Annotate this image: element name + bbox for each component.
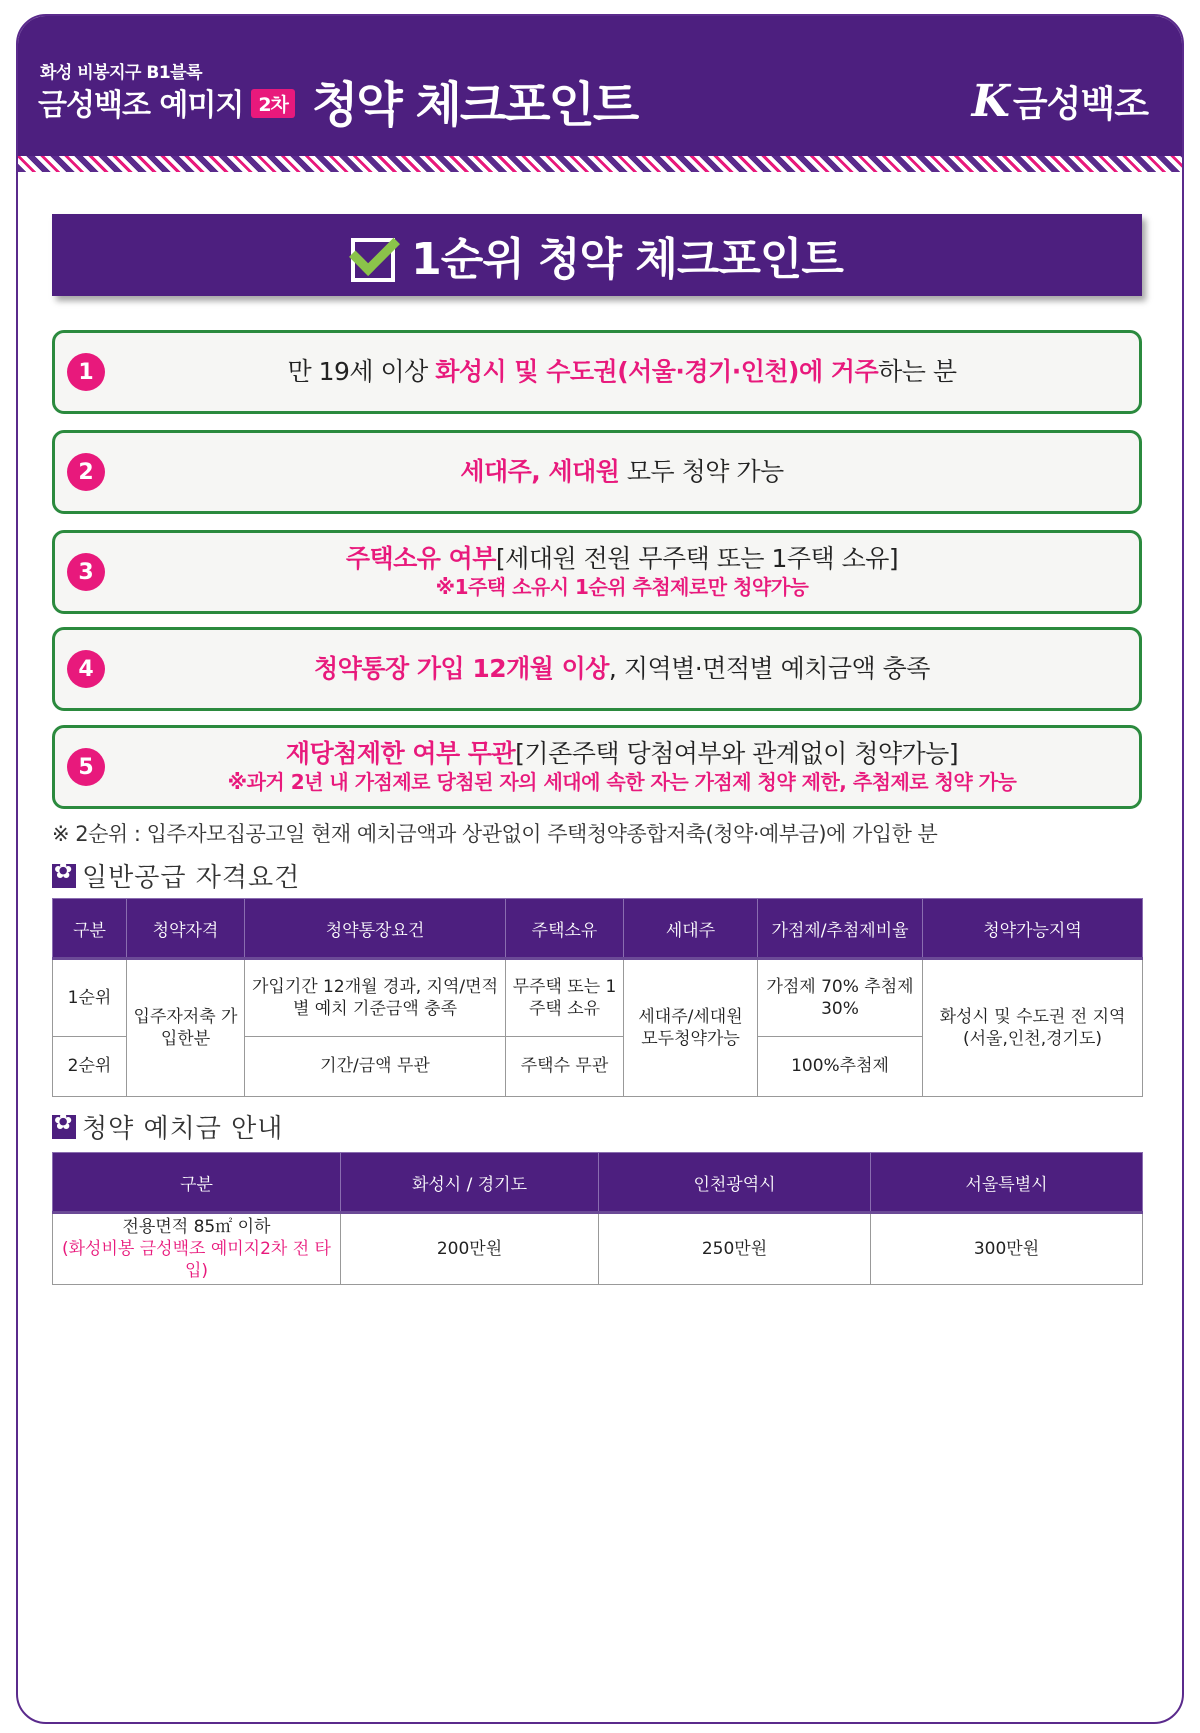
item-text-post: [기존주택 당첨여부와 관계없이 청약가능] — [515, 739, 959, 768]
checkbox-check-icon — [351, 238, 395, 282]
housing-cell: 무주택 또는 1주택 소유 — [506, 959, 624, 1037]
section-banner-label: 1순위 청약 체크포인트 — [411, 234, 843, 285]
item-highlight: 화성시 및 수도권(서울·경기·인천)에 거주 — [435, 357, 879, 386]
logo-text: 금성백조 — [1012, 84, 1148, 125]
column-header: 화성시 / 경기도 — [341, 1153, 599, 1213]
header-stripe — [18, 156, 1182, 172]
ratio-cell: 100%추첨제 — [758, 1037, 923, 1097]
qualification-table — [52, 898, 1143, 1097]
item-text-post: , 지역별·면적별 예치금액 충족 — [608, 654, 930, 683]
deposit-heading-text: 청약 예치금 안내 — [82, 1114, 284, 1144]
column-header: 청약통장요건 — [245, 899, 506, 959]
flower-icon — [52, 864, 76, 888]
item-text-post: [세대원 전원 무주택 또는 1주택 소유] — [495, 544, 899, 573]
housing-cell: 주택수 무관 — [506, 1037, 624, 1097]
header — [18, 16, 1182, 156]
checkpoint-item-3 — [52, 530, 1142, 614]
table-row — [53, 959, 1143, 1037]
item-text-pre: 만 19세 이상 — [287, 357, 436, 386]
account-requirement-cell: 가입기간 12개월 경과, 지역/면적별 예치 기준금액 충족 — [245, 959, 506, 1037]
table-row — [53, 1213, 1143, 1285]
column-header: 인천광역시 — [599, 1153, 871, 1213]
column-header: 주택소유 — [506, 899, 624, 959]
item-text — [314, 654, 930, 684]
second-rank-footnote: ※ 2순위 : 입주자모집공고일 현재 예치금액과 상관없이 주택청약종합저축(청약·예부금)에 가입한 분 — [52, 822, 938, 846]
checkpoint-item-5 — [52, 725, 1142, 809]
column-header: 구분 — [53, 899, 127, 959]
qualification-heading — [52, 857, 300, 894]
phase-badge: 2차 — [251, 89, 295, 118]
table-header-row — [53, 1153, 1143, 1213]
item-text-post: 모두 청약 가능 — [619, 457, 784, 486]
item-text — [460, 457, 783, 487]
column-header: 청약자격 — [127, 899, 245, 959]
area-note: (화성비봉 금성백조 예미지2차 전 타입) — [62, 1239, 331, 1282]
column-header: 구분 — [53, 1153, 341, 1213]
item-number: 3 — [67, 553, 105, 591]
section-banner — [52, 214, 1142, 296]
householder-cell: 세대주/세대원 모두청약가능 — [624, 959, 758, 1097]
column-header: 가점제/추첨제비율 — [758, 899, 923, 959]
header-subtitle: 화성 비봉지구 B1블록 — [40, 63, 202, 83]
table-header-row — [53, 899, 1143, 959]
item-highlight: 세대주, 세대원 — [460, 457, 620, 486]
item-highlight: 청약통장 가입 12개월 이상 — [314, 654, 609, 683]
item-number: 1 — [67, 353, 105, 391]
deposit-table — [52, 1152, 1143, 1285]
qualification-heading-text: 일반공급 자격요건 — [82, 863, 301, 893]
rank-cell: 1순위 — [53, 959, 127, 1037]
item-text — [287, 357, 956, 387]
brand-name — [38, 80, 295, 124]
column-header: 세대주 — [624, 899, 758, 959]
item-highlight: 재당첨제한 여부 무관 — [285, 739, 516, 768]
item-number: 4 — [67, 650, 105, 688]
item-note: ※과거 2년 내 가점제로 당첨된 자의 세대에 속한 자는 가점제 청약 제한, 추첨제로 청약 가능 — [227, 770, 1017, 794]
checkpoint-item-2 — [52, 430, 1142, 514]
eligibility-cell: 입주자저축 가입한분 — [127, 959, 245, 1097]
account-requirement-cell: 기간/금액 무관 — [245, 1037, 506, 1097]
area-cell — [53, 1213, 341, 1285]
item-text-post: 하는 분 — [878, 357, 957, 386]
checkpoint-item-1 — [52, 330, 1142, 414]
rank-cell: 2순위 — [53, 1037, 127, 1097]
item-note: ※1주택 소유시 1순위 추첨제로만 청약가능 — [435, 575, 809, 599]
item-number: 2 — [67, 453, 105, 491]
flower-icon — [52, 1115, 76, 1139]
deposit-value-cell: 250만원 — [599, 1213, 871, 1285]
deposit-value-cell: 300만원 — [871, 1213, 1143, 1285]
ratio-cell: 가점제 70% 추첨제 30% — [758, 959, 923, 1037]
column-header: 청약가능지역 — [923, 899, 1143, 959]
item-text — [346, 544, 898, 574]
area-text: 전용면적 85㎡ 이하 — [122, 1217, 271, 1237]
deposit-heading — [52, 1108, 283, 1145]
deposit-value-cell: 200만원 — [341, 1213, 599, 1285]
page-title: 청약 체크포인트 — [312, 77, 638, 133]
item-text — [286, 739, 958, 769]
brand-name-text: 금성백조 예미지 — [38, 88, 244, 123]
column-header: 서울특별시 — [871, 1153, 1143, 1213]
logo-mark-icon: K — [971, 76, 1009, 127]
checkpoint-item-4 — [52, 627, 1142, 711]
company-logo — [972, 76, 1148, 127]
item-highlight: 주택소유 여부 — [345, 544, 496, 573]
item-number: 5 — [67, 748, 105, 786]
region-cell: 화성시 및 수도권 전 지역 (서울,인천,경기도) — [923, 959, 1143, 1097]
